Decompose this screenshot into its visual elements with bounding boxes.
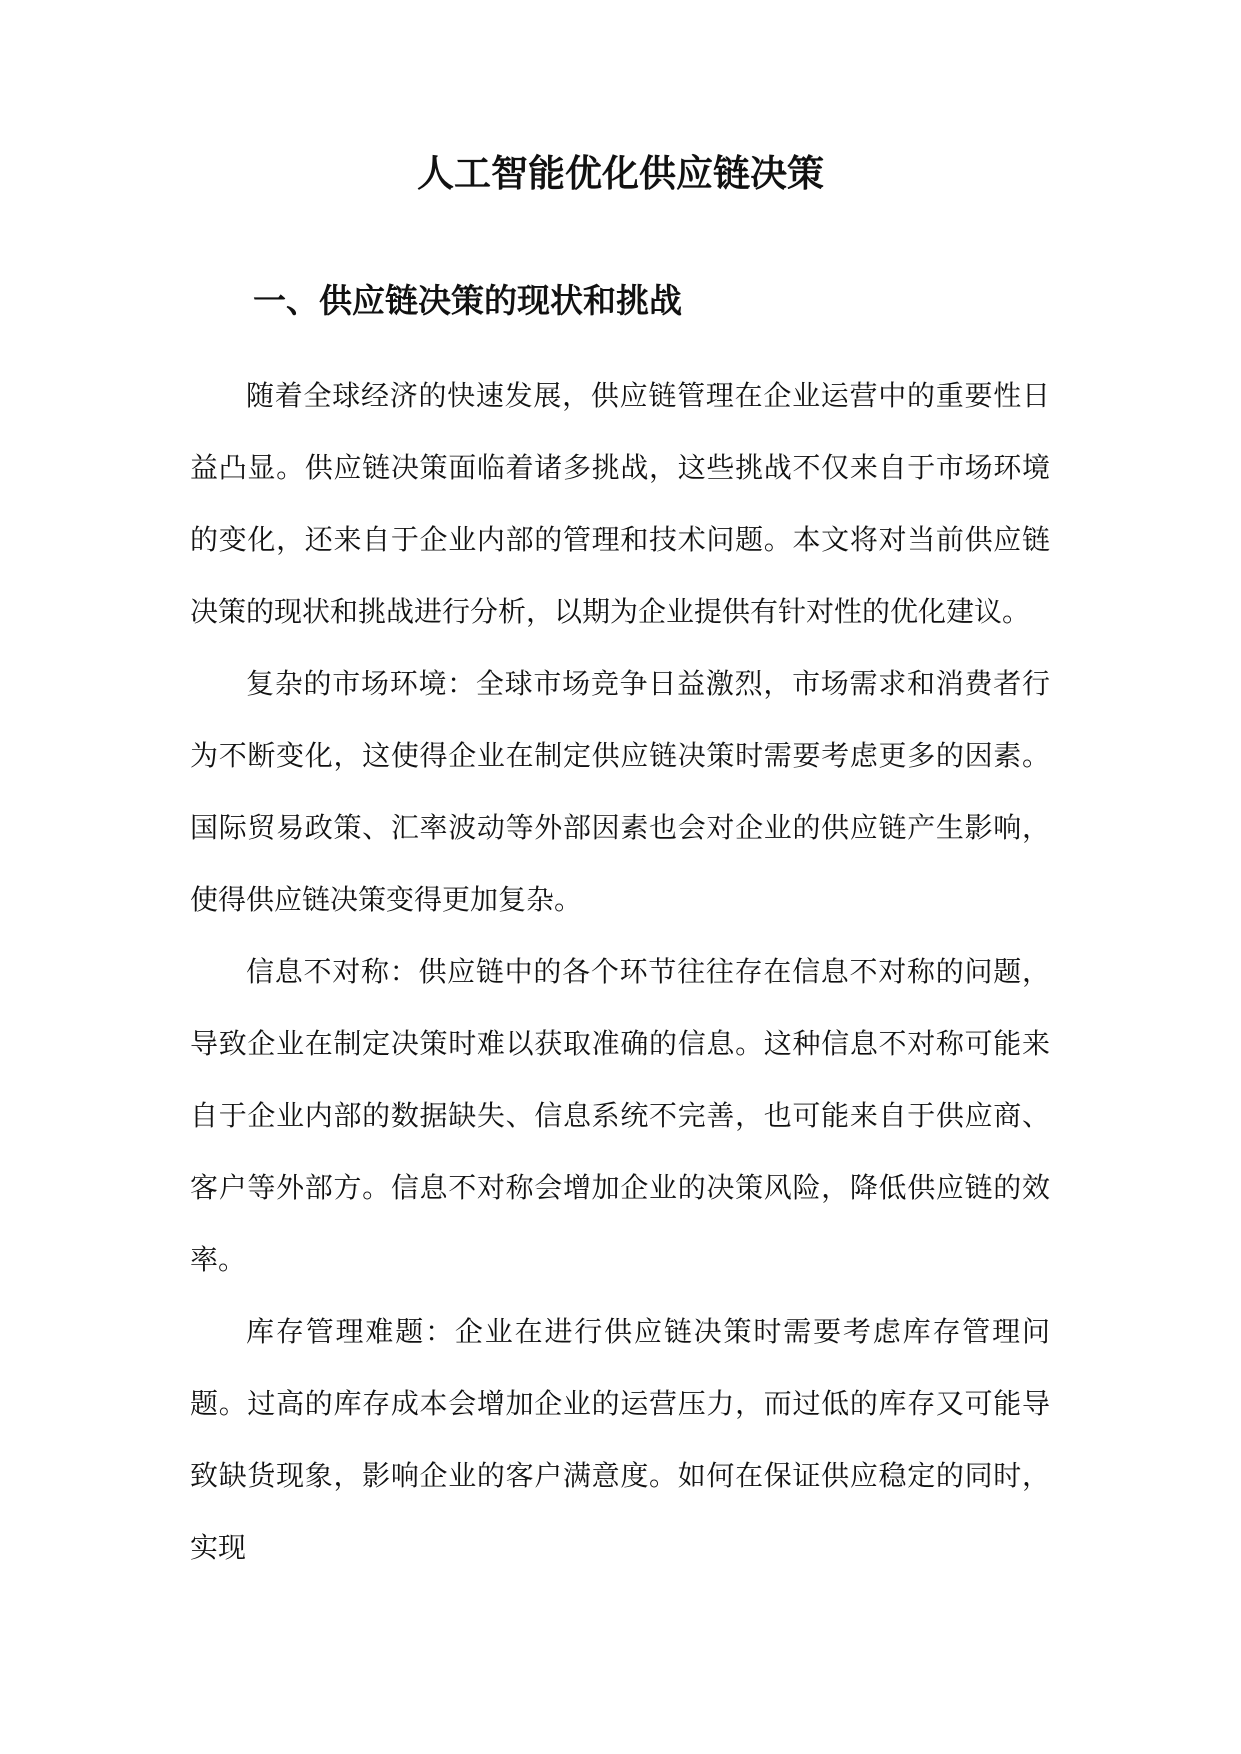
section-heading: 一、供应链决策的现状和挑战 [253, 281, 682, 320]
document-title: 人工智能优化供应链决策 [417, 151, 824, 195]
paragraph: 随着全球经济的快速发展，供应链管理在企业运营中的重要性日益凸显。供应链决策面临着诸多挑战，这些挑战不仅来自于市场环境的变化，还来自于企业内部的管理和技术问题。本文将对当前供应链决策的现状和挑战进行分析，以期为企业提供有针对性的优化建议。 [190, 379, 1050, 628]
paragraph: 信息不对称：供应链中的各个环节往往存在信息不对称的问题，导致企业在制定决策时难以获取准确的信息。这种信息不对称可能来自于企业内部的数据缺失、信息系统不完善，也可能来自于供应商、客户等外部方。信息不对称会增加企业的决策风险，降低供应链的效率。 [190, 955, 1050, 1276]
document-body [190, 360, 1050, 1584]
paragraph: 复杂的市场环境：全球市场竞争日益激烈，市场需求和消费者行为不断变化，这使得企业在制定供应链决策时需要考虑更多的因素。国际贸易政策、汇率波动等外部因素也会对企业的供应链产生影响，使得供应链决策变得更加复杂。 [190, 667, 1050, 916]
paragraph: 库存管理难题：企业在进行供应链决策时需要考虑库存管理问题。过高的库存成本会增加企业的运营压力，而过低的库存又可能导致缺货现象，影响企业的客户满意度。如何在保证供应稳定的同时，实现 [190, 1315, 1050, 1564]
